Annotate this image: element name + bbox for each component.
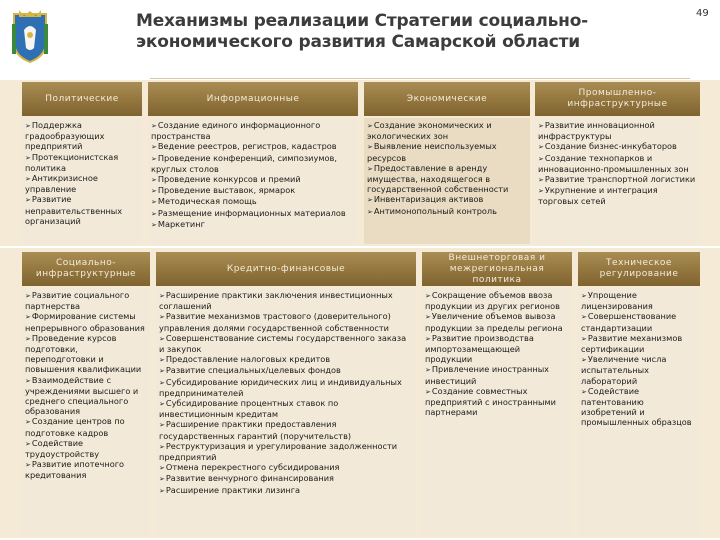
list-item: ➢ Поддержка градообразующих предприятий [25, 120, 139, 152]
list-item: ➢ Развитие транспортной логистики [538, 174, 697, 185]
list-item: ➢ Антикризисное управление [25, 173, 139, 194]
list-item: ➢ Взаимодействие с учреждениями высшего и среднего специального образования [25, 375, 147, 417]
list-item: ➢ Содействие патентованию изобретений и промышленных образцов [581, 386, 697, 428]
list-item: ➢ Инвентаризация активов [367, 194, 527, 205]
list-item: ➢ Развитие венчурного финансирования [159, 473, 413, 484]
list-item: ➢ Содействие трудоустройству [25, 438, 147, 459]
page-number: 49 [696, 8, 709, 19]
list-item: ➢ Размещение информационных материалов [151, 208, 355, 219]
list-item: ➢ Субсидирование процентных ставок по инвестиционным кредитам [159, 398, 413, 419]
list-item: ➢ Развитие производства импортозамещающей продукции [425, 333, 569, 365]
list-item: ➢ Ведение реестров, регистров, кадастров [151, 141, 355, 152]
list-item: ➢ Создание совместных предприятий с иностранными партнерами [425, 386, 569, 418]
cell-political [22, 118, 142, 244]
header-informational: Информационные [148, 82, 358, 116]
header-foreign-trade: Внешнеторговая и межрегиональная политика [422, 252, 572, 286]
page-title [136, 11, 676, 53]
list-item: ➢ Методическая помощь [151, 196, 355, 207]
header-industrial-infrastructure: Промышленно-инфраструктурные [535, 82, 700, 116]
list-item: ➢ Расширение практики заключения инвестиционных соглашений [159, 290, 413, 311]
list-item: ➢ Маркетинг [151, 219, 355, 230]
title-line-2: экономического развития Самарской области [136, 32, 581, 52]
list-item: ➢ Совершенствование системы государственного заказа и закупок [159, 333, 413, 354]
list-item: ➢ Расширение практики лизинга [159, 485, 413, 496]
title-line-1: Механизмы реализации Стратегии социально- [136, 11, 589, 31]
cell-foreign-trade [422, 288, 572, 536]
header-technical-regulation: Техническое регулирование [578, 252, 700, 286]
header-credit-financial: Кредитно-финансовые [156, 252, 416, 286]
cell-economic [364, 118, 530, 244]
list-item: ➢ Отмена перекрестного субсидирования [159, 462, 413, 473]
list-item: ➢ Развитие неправительственных организаций [25, 194, 139, 226]
list-item: ➢ Привлечение иностранных инвестиций [425, 364, 569, 385]
title-divider [150, 78, 690, 79]
list-item: ➢ Развитие ипотечного кредитования [25, 459, 147, 480]
header-political: Политические [22, 82, 142, 116]
list-item: ➢ Создание центров по подготовке кадров [25, 416, 147, 437]
list-item: ➢ Развитие социального партнерства [25, 290, 147, 311]
cell-industrial-infrastructure [535, 118, 700, 244]
list-item: ➢ Создание единого информационного пространства [151, 120, 355, 141]
list-item: ➢ Упрощение лицензирования [581, 290, 697, 311]
cell-technical-regulation [578, 288, 700, 536]
list-item: ➢ Развитие специальных/целевых фондов [159, 365, 413, 376]
list-item: ➢ Укрупнение и интеграция торговых сетей [538, 185, 697, 206]
cell-social-infrastructure [22, 288, 150, 536]
list-item: ➢ Развитие инновационной инфраструктуры [538, 120, 697, 141]
list-item: ➢ Реструктуризация и урегулирование задолженности предприятий [159, 441, 413, 462]
list-item: ➢ Создание экономических и экологических зон [367, 120, 527, 141]
cell-credit-financial [156, 288, 416, 536]
list-item: ➢ Создание технопарков и инновационно-промышленных зон [538, 153, 697, 174]
list-item: ➢ Сокращение объемов ввоза продукции из других регионов [425, 290, 569, 311]
list-item: ➢ Развитие механизмов сертификации [581, 333, 697, 354]
coat-of-arms-icon [10, 8, 50, 64]
list-item: ➢ Развитие механизмов трастового (доверительного) управления долями государственной собственности [159, 311, 413, 332]
list-item: ➢ Проведение конференций, симпозиумов, круглых столов [151, 153, 355, 174]
header-economic: Экономические [364, 82, 530, 116]
list-item: ➢ Предоставление налоговых кредитов [159, 354, 413, 365]
list-item: ➢ Выявление неиспользуемых ресурсов [367, 141, 527, 162]
list-item: ➢ Протекционистская политика [25, 152, 139, 173]
list-item: ➢ Антимонопольный контроль [367, 206, 527, 217]
list-item: ➢ Совершенствование стандартизации [581, 311, 697, 332]
list-item: ➢ Увеличение числа испытательных лабораторий [581, 354, 697, 386]
list-item: ➢ Предоставление в аренду имущества, находящегося в государственной собственности [367, 163, 527, 195]
list-item: ➢ Проведение курсов подготовки, переподготовки и повышения квалификации [25, 333, 147, 375]
list-item: ➢ Расширение практики предоставления государственных гарантий (поручительств) [159, 419, 413, 440]
list-item: ➢ Формирование системы непрерывного образования [25, 311, 147, 332]
cell-informational [148, 118, 358, 244]
list-item: ➢ Проведение выставок, ярмарок [151, 185, 355, 196]
list-item: ➢ Увеличение объемов вывоза продукции за пределы региона [425, 311, 569, 332]
list-item: ➢ Создание бизнес-инкубаторов [538, 141, 697, 152]
header-social-infrastructure: Социально-инфраструктурные [22, 252, 150, 286]
list-item: ➢ Субсидирование юридических лиц и индивидуальных предпринимателей [159, 377, 413, 398]
list-item: ➢ Проведение конкурсов и премий [151, 174, 355, 185]
